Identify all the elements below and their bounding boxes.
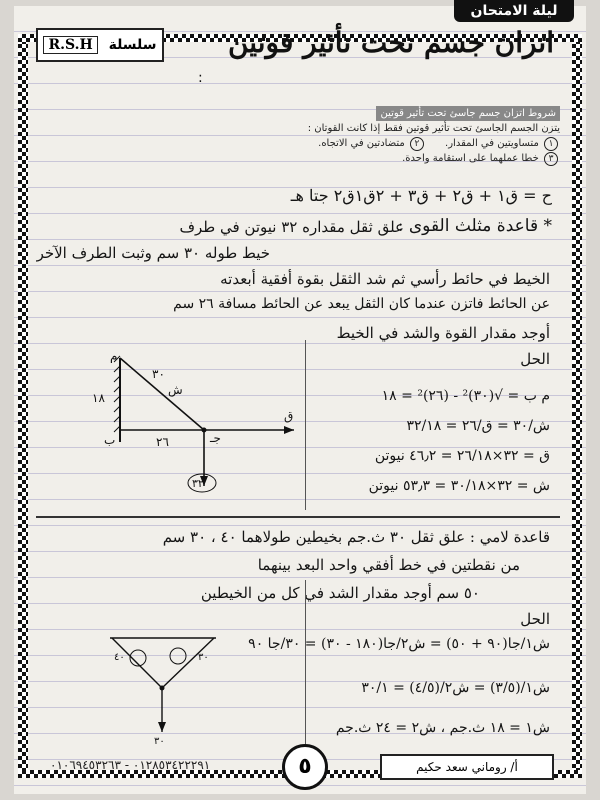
problem2-eq3: ش١ = ١٨ ث.جم ، ش٢ = ٢٤ ث.جم (335, 720, 550, 736)
fig1-label-point: جـ (210, 431, 221, 445)
problem1-eq1: م ب = √(٣٠)² - (٢٦)² = ١٨ (381, 388, 550, 404)
problem1-eq3: ق = ٣٢×٢٦/١٨ = ٤٦٫٢ نيوتن (374, 448, 550, 464)
conditions-box (36, 106, 560, 178)
fig2-label-weight: ٣٠ (154, 736, 165, 747)
triangle-rule-heading: * قاعدة مثلث القوى : (397, 216, 552, 236)
series-word: سلسلة (108, 37, 157, 53)
problem2-figure (108, 628, 218, 748)
fig1-label-force: ق (284, 409, 294, 423)
condition-text: متساويتين في المقدار. (445, 138, 539, 149)
fig1-label-horizontal-length: ٢٦ (156, 435, 169, 449)
series-badge (36, 28, 164, 62)
condition-number: ١ (544, 137, 558, 151)
resultant-formula: ح = ق١ + ق٢ + ق٣ + ٢ق١ق٢ جتا هـ (290, 186, 552, 205)
footer-author: أ/ روماني سعد حكيم (380, 754, 554, 780)
divider-line (305, 580, 306, 750)
problem1-line5: أوجد مقدار القوة والشد في الخيط (336, 324, 550, 342)
problem1-figure (84, 350, 304, 500)
problem1-eq2: ش/٣٠ = ق/٢٦ = ٣٢/١٨ (406, 418, 550, 434)
problem2-line2: من نقطتين في خط أفقي واحد البعد بينهما (257, 556, 520, 574)
condition-item (36, 151, 560, 166)
problem2-line3: ٥٠ سم أوجد مقدار الشد في كل من الخيطين (200, 584, 480, 602)
fig2-label-right: ٣٠ (198, 652, 209, 663)
fig2-label-left: ٤٠ (114, 652, 125, 663)
page-number: ٥ (282, 744, 328, 790)
border-left (18, 40, 28, 770)
condition-number: ٣ (544, 152, 558, 166)
fig1-label-weight: ٣٢ (192, 477, 204, 490)
problem1-line1: علق ثقل مقداره ٣٢ نيوتن في طرف (179, 218, 404, 236)
condition-number: ٢ (410, 137, 424, 151)
problem1-line2: خيط طوله ٣٠ سم وثبت الطرف الآخر (36, 244, 270, 262)
problem1-solution-label: الحل (520, 350, 550, 368)
exam-tag: ليلة الامتحان (454, 0, 574, 22)
conditions-intro: يتزن الجسم الجاسئ تحت تأثير قوتين فقط إذا كانت القوتان : (307, 123, 560, 134)
divider-line (305, 340, 306, 510)
series-code: R.S.H (43, 36, 97, 54)
section-divider (36, 516, 560, 518)
condition-text: خطا عملهما على استقامة واحدة. (402, 153, 539, 164)
lesson-title: اتزان جسم تحت تأثير قوتين (227, 26, 554, 59)
fig1-label-bottom: ب (104, 433, 116, 447)
title-colon: : (198, 70, 205, 86)
problem1-eq4: ش = ٣٢×٣٠/١٨ = ٥٣٫٣ نيوتن (368, 478, 550, 494)
problem2-solution-label: الحل (520, 610, 550, 628)
condition-text: متضادتين في الاتجاه. (318, 138, 405, 149)
fig1-label-left-length: ١٨ (92, 391, 105, 405)
footer-phone: ٠١٢٨٥٣٤٢٢٢٩١ - ٠١٠٦٩٤٥٣٢٦٣ (50, 758, 211, 772)
border-right (572, 40, 582, 770)
fig1-label-string-length: ٣٠ (152, 367, 165, 381)
problem1-line3: الخيط في حائط رأسي ثم شد الثقل بقوة أفقية أبعدته (220, 270, 550, 288)
condition-item (36, 136, 560, 151)
problem2-eq2: ش١/(٣/٥) = ش٢/(٤/٥) = ٣٠/١ (361, 680, 550, 696)
problem2-eq1: ش١/جا(٩٠ + ٥٠) = ش٢/جا(١٨٠ - ٣٠) = ٣٠/جا ٩٠ (248, 636, 550, 652)
conditions-heading: شروط اتزان جسم جاسئ تحت تأثير قوتين (376, 106, 560, 121)
fig1-label-top: م (110, 350, 118, 363)
fig1-label-tension: ش (168, 383, 183, 397)
problem2-line1: قاعدة لامي : علق ثقل ٣٠ ث.جم بخيطين طولاهما ٤٠ ، ٣٠ سم (162, 528, 550, 546)
problem1-line4: عن الحائط فاتزن عندما كان الثقل يبعد عن الحائط مسافة ٢٦ سم (173, 296, 550, 312)
